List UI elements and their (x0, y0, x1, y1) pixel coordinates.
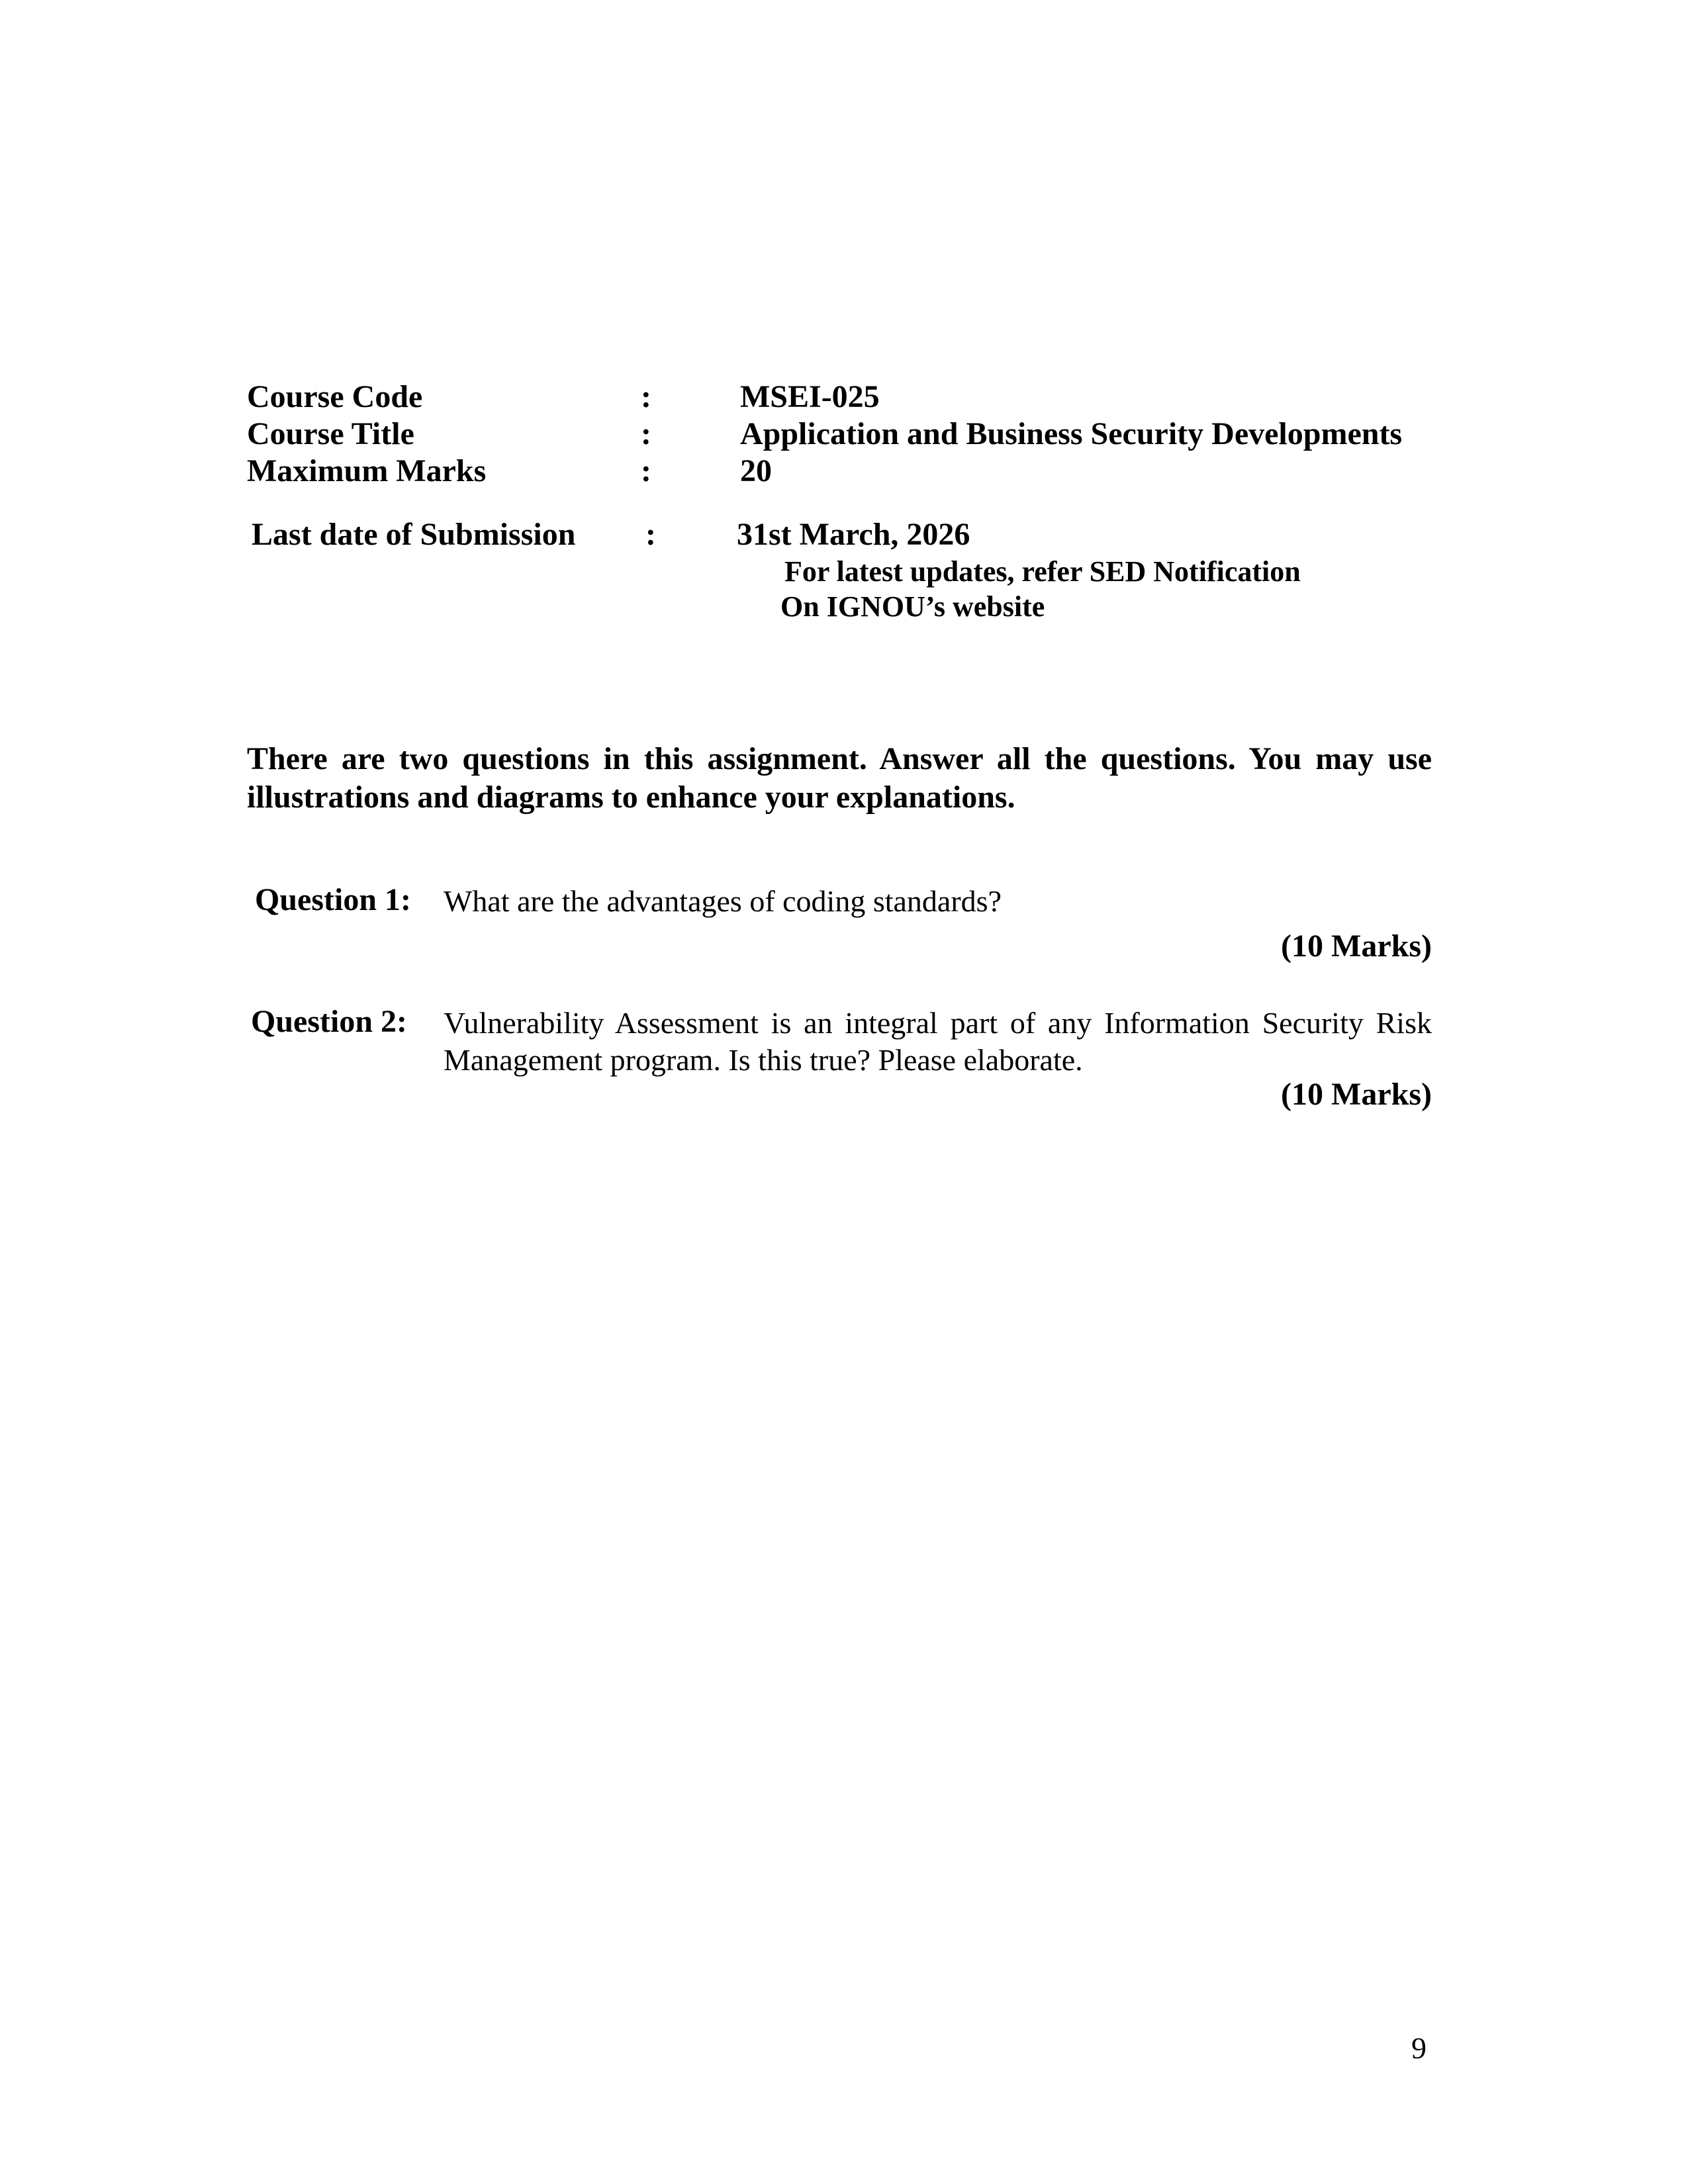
last-date-value: 31st March, 2026 (737, 517, 970, 552)
max-marks-label: Maximum Marks (247, 453, 487, 488)
course-code-separator: : (641, 379, 651, 414)
notification-note-line1: For latest updates, refer SED Notification (784, 555, 1301, 588)
notification-note-line2: On IGNOU’s website (780, 590, 1045, 623)
max-marks-value: 20 (740, 453, 772, 488)
assignment-instructions: There are two questions in this assignment. Answer all the questions. You may use illustrations and diagrams to enhance your explanations. (247, 741, 1432, 815)
course-title-value: Application and Business Security Developments (740, 416, 1403, 451)
question-1-label: Question 1: (255, 882, 412, 917)
page-number: 9 (1411, 2031, 1427, 2065)
last-date-separator: : (645, 517, 656, 552)
last-date-label: Last date of Submission (252, 517, 576, 552)
course-code-value: MSEI-025 (740, 379, 880, 414)
course-code-label: Course Code (247, 379, 423, 414)
course-title-separator: : (641, 416, 651, 451)
question-2-text: Vulnerability Assessment is an integral part of any Information Security Risk Management program. Is this true? Please elaborate. (444, 1006, 1432, 1077)
max-marks-separator: : (641, 453, 651, 488)
course-title-label: Course Title (247, 416, 414, 451)
question-2-marks: (10 Marks) (1281, 1077, 1432, 1112)
question-2-label: Question 2: (251, 1004, 408, 1039)
question-1-text: What are the advantages of coding standards? (444, 884, 1002, 918)
question-1-marks: (10 Marks) (1281, 929, 1432, 964)
